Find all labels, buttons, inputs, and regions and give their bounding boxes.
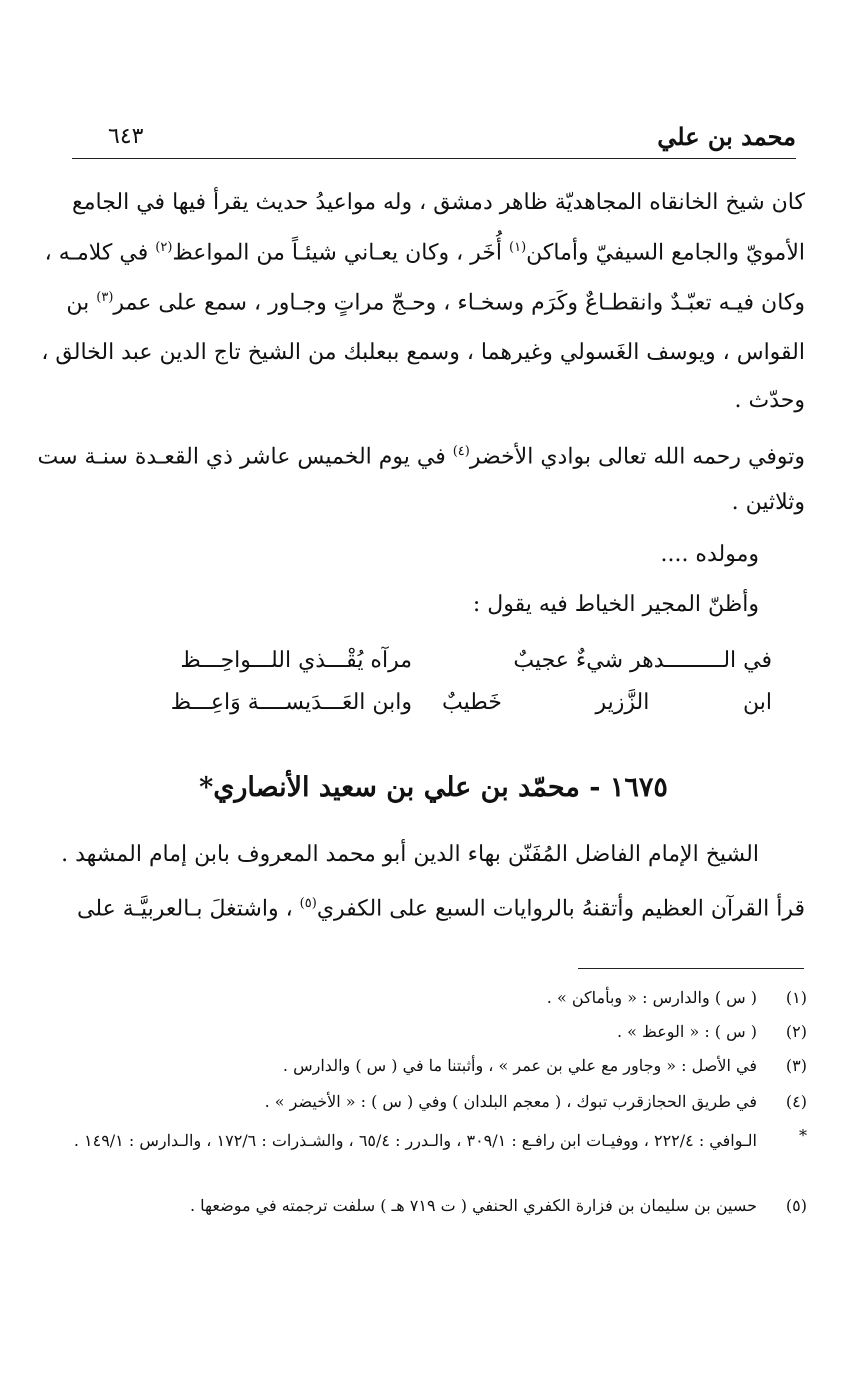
footnote-number: (٤): [785, 1092, 807, 1111]
footnote-text: ( س ) : « الوعظ » .: [617, 1022, 757, 1041]
verse-row: [112, 690, 772, 724]
footnote-marker: (٣): [96, 290, 114, 305]
entry-title: ١٦٧٥ - محمّد بن علي بن سعيد الأنصاري*: [199, 772, 668, 803]
verse-hemistich: مرآه يُقْـــذي اللـــواحِـــظ: [180, 648, 412, 673]
text-line: كان شيخ الخانقاه المجاهديّة ظاهر دمشق ، وله مواعيدُ حديث يقرأ فيها في الجامع: [72, 190, 805, 215]
text-line: وتوفي رحمه الله تعالى بوادي الأخضر$^{(٤)}$ في يوم الخميس عاشر ذي القعـدة سنـة ست: [37, 444, 805, 470]
verse-hemistich: وابن العَـــدَيســــة وَاعِـــظ: [170, 690, 412, 715]
footnote-marker: (٥): [299, 896, 317, 911]
footnote-separator: [578, 968, 804, 969]
page-header: [72, 118, 796, 159]
footnote-marker: (٢): [155, 240, 173, 255]
text-line: ومولده ....: [660, 542, 759, 567]
running-head: محمد بن علي: [657, 122, 796, 151]
footnote-text: في الأصل : « وجاور مع علي بن عمر » ، وأثبتنا ما في ( س ) والدارس .: [282, 1056, 757, 1075]
footnote-number: (١): [785, 988, 807, 1007]
text-line: وكان فيـه تعبّـدٌ وانقطـاعٌ وكَرَم وسخـاء ، وحـجّ مراتٍ وجـاور ، سمع على عمر$^{(٣)}$ بن: [66, 290, 805, 316]
verse-row: [112, 648, 772, 682]
footnote-number: (٣): [785, 1056, 807, 1075]
footnote-text: في طريق الحجازقرب تبوك ، ( معجم البلدان ) وفي ( س ) : « الأخيضر » .: [264, 1092, 757, 1111]
footnote-number: *: [799, 1126, 807, 1145]
text-line: وحدّث .: [734, 388, 805, 413]
verse-hemistich: في الـــــــــدهر شيءٌ عجيبٌ: [513, 648, 772, 673]
text-line: وأظنّ المجير الخياط فيه يقول :: [472, 592, 759, 617]
verse-hemistich: ابن الزَّزير خَطيبٌ: [442, 690, 772, 715]
footnote-number: (٢): [785, 1022, 807, 1041]
footnote-marker: (١): [509, 240, 527, 255]
text-line: القواس ، ويوسف الغَسولي وغيرهما ، وسمع ببعلبك من الشيخ تاج الدين عبد الخالق ،: [41, 340, 805, 365]
footnote-number: (٥): [785, 1196, 807, 1215]
text-line: الشيخ الإمام الفاضل المُفَنّن بهاء الدين أبو محمد المعروف بابن إمام المشهد .: [61, 842, 759, 867]
footnote-text: حسين بن سليمان بن فزارة الكفري الحنفي ( ت ٧١٩ هـ ) سلفت ترجمته في موضعها .: [189, 1196, 757, 1215]
text-line: الأمويّ والجامع السيفيّ وأماكن$^{(١)}$ أُخَر ، وكان يعـاني شيئـاً من المواعظ$^{(٢)}$ في كلامـه ،: [44, 240, 805, 266]
footnote-text: الـوافي : ٢٢٢/٤ ، ووفيـات ابن رافـع : ٣٠٩/١ ، والـدرر : ٦٥/٤ ، والشـذرات : ١٧٢/٦ ، والـدارس : ١٤٩/١ .: [73, 1131, 757, 1150]
page-number: ٦٤٣: [108, 124, 144, 149]
footnote-text: ( س ) والدارس : « وبأماكن » .: [546, 988, 757, 1007]
footnote-marker: (٤): [452, 444, 470, 459]
text-line: وثلاثين .: [731, 490, 805, 515]
text-line: قرأ القرآن العظيم وأتقنهُ بالروايات السبع على الكفري$^{(٥)}$ ، واشتغلَ بـالعربيَّـة على: [77, 896, 805, 922]
